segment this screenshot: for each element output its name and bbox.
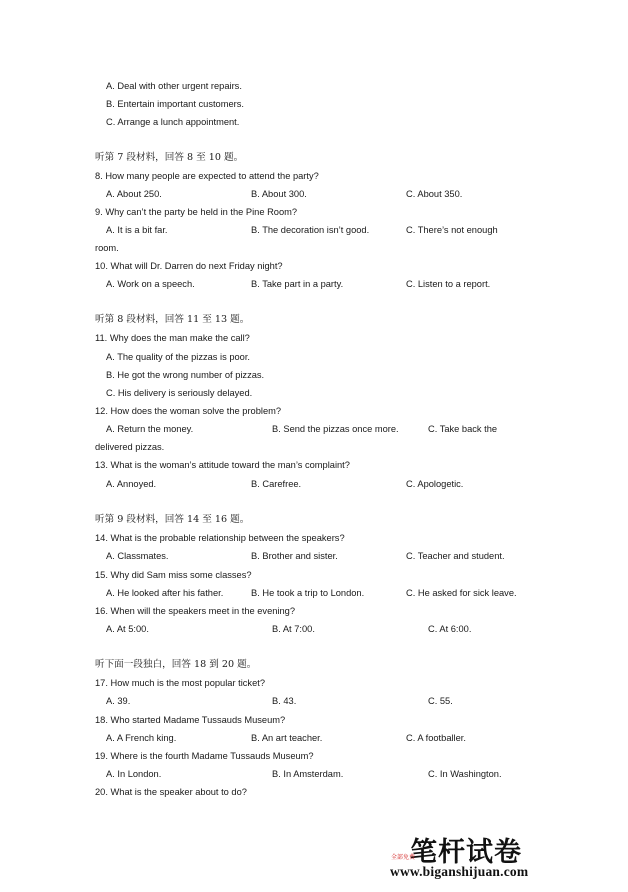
question-text: 13. What is the woman’s attitude toward the man’s complaint? bbox=[95, 460, 350, 470]
option: C. In Washington. bbox=[428, 769, 502, 779]
question-text: 18. Who started Madame Tussauds Museum? bbox=[95, 715, 286, 725]
option: B. About 300. bbox=[251, 189, 307, 199]
section-heading: 听下面一段独白，回答 18 到 20 题。 bbox=[95, 659, 257, 670]
question-text: 8. How many people are expected to attend the party? bbox=[95, 171, 319, 181]
option: A. Work on a speech. bbox=[106, 279, 195, 289]
section-heading: 听第 7 段材料，回答 8 至 10 题。 bbox=[95, 152, 244, 163]
option: A. He looked after his father. bbox=[106, 588, 224, 598]
option-continuation: delivered pizzas. bbox=[95, 442, 165, 452]
question-text: 14. What is the probable relationship between the speakers? bbox=[95, 533, 345, 543]
question-text: 20. What is the speaker about to do? bbox=[95, 787, 247, 797]
section-heading: 听第 9 段材料，回答 14 至 16 题。 bbox=[95, 514, 250, 525]
option: C. About 350. bbox=[406, 189, 463, 199]
option: B. An art teacher. bbox=[251, 733, 323, 743]
option: B. Carefree. bbox=[251, 479, 302, 489]
option: B. 43. bbox=[272, 696, 297, 706]
option: A. Return the money. bbox=[106, 424, 194, 434]
option: A. It is a bit far. bbox=[106, 225, 168, 235]
option: A. Deal with other urgent repairs. bbox=[106, 81, 242, 91]
option: A. A French king. bbox=[106, 733, 177, 743]
option: C. Arrange a lunch appointment. bbox=[106, 117, 240, 127]
option: A. In London. bbox=[106, 769, 162, 779]
option: A. The quality of the pizzas is poor. bbox=[106, 352, 251, 362]
question-text: 16. When will the speakers meet in the evening? bbox=[95, 606, 295, 616]
question-text: 11. Why does the man make the call? bbox=[95, 333, 250, 343]
option: C. Apologetic. bbox=[406, 479, 464, 489]
option: C. Listen to a report. bbox=[406, 279, 491, 289]
question-text: 12. How does the woman solve the problem? bbox=[95, 406, 282, 416]
question-text: 15. Why did Sam miss some classes? bbox=[95, 570, 252, 580]
option: B. Send the pizzas once more. bbox=[272, 424, 399, 434]
option: B. In Amsterdam. bbox=[272, 769, 344, 779]
watermark-logo bbox=[388, 830, 548, 882]
option: A. Classmates. bbox=[106, 551, 169, 561]
watermark-url: www.biganshijuan.com bbox=[390, 864, 529, 879]
question-text: 9. Why can’t the party be held in the Pine Room? bbox=[95, 207, 298, 217]
option: C. A footballer. bbox=[406, 733, 466, 743]
question-text: 10. What will Dr. Darren do next Friday night? bbox=[95, 261, 283, 271]
question-text: 19. Where is the fourth Madame Tussauds Museum? bbox=[95, 751, 314, 761]
option: C. At 6:00. bbox=[428, 624, 472, 634]
question-text: 17. How much is the most popular ticket? bbox=[95, 678, 266, 688]
option: B. Brother and sister. bbox=[251, 551, 338, 561]
option: C. 55. bbox=[428, 696, 453, 706]
option: C. He asked for sick leave. bbox=[406, 588, 517, 598]
option: B. At 7:00. bbox=[272, 624, 315, 634]
watermark-title: 笔杆试卷 bbox=[410, 837, 522, 868]
option: C. His delivery is seriously delayed. bbox=[106, 388, 253, 398]
option: B. Take part in a party. bbox=[251, 279, 344, 289]
option: C. Take back the bbox=[428, 424, 498, 434]
option: A. About 250. bbox=[106, 189, 162, 199]
option: A. Annoyed. bbox=[106, 479, 157, 489]
option: B. He took a trip to London. bbox=[251, 588, 365, 598]
option: B. Entertain important customers. bbox=[106, 99, 244, 109]
option: A. 39. bbox=[106, 696, 131, 706]
option: B. He got the wrong number of pizzas. bbox=[106, 370, 265, 380]
option: A. At 5:00. bbox=[106, 624, 149, 634]
option-continuation: room. bbox=[95, 243, 119, 253]
option: B. The decoration isn’t good. bbox=[251, 225, 370, 235]
section-heading: 听第 8 段材料，回答 11 至 13 题。 bbox=[95, 314, 250, 325]
option: C. There’s not enough bbox=[406, 225, 498, 235]
watermark-badge: 全部免费 bbox=[391, 854, 416, 861]
option: C. Teacher and student. bbox=[406, 551, 505, 561]
